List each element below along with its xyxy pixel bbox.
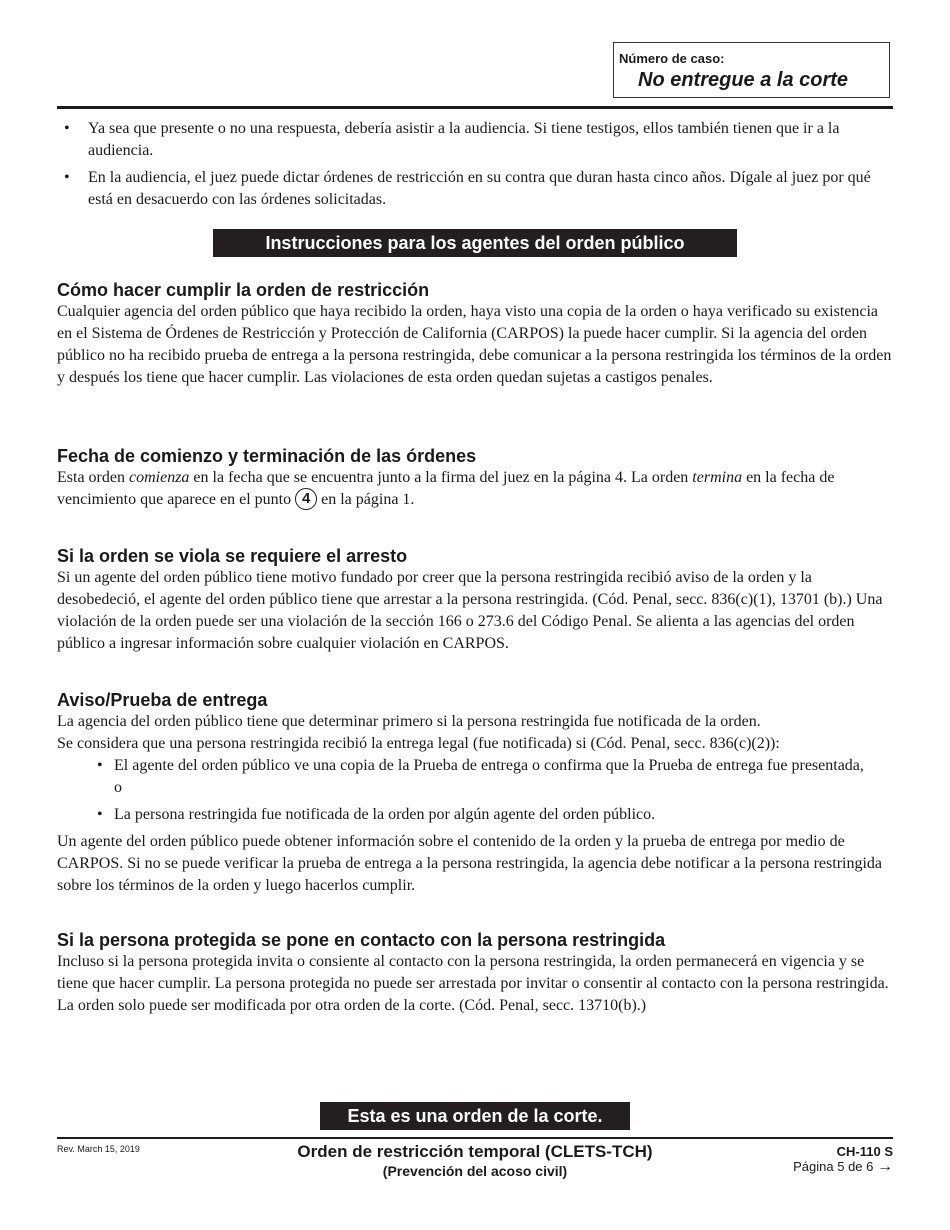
list-item: • En la audiencia, el juez puede dictar órdenes de restricción en su contra que duran hasta cinco años. Dígale al juez por qué está en desacuerdo con las órdenes solicitadas. [64, 169, 871, 208]
bottom-divider [57, 1137, 893, 1139]
section-service [57, 689, 893, 897]
section-line: La agencia del orden público tiene que determinar primero si la persona restringida fue notificada de la orden. [57, 713, 761, 730]
list-item: • Ya sea que presente o no una respuesta, debería asistir a la audiencia. Si tiene testigos, ellos también tienen que ir a la audiencia. [64, 120, 840, 159]
section-title: Cómo hacer cumplir la orden de restricción [57, 280, 430, 300]
case-number-box [613, 42, 890, 98]
law-enforcement-banner: Instrucciones para los agentes del orden público [213, 229, 737, 257]
case-number-value: No entregue a la corte [638, 69, 849, 91]
section-body: Un agente del orden público puede obtener información sobre el contenido de la orden y la prueba de entrega por medio de CARPOS. Si no se puede verificar la prueba de entrega a la persona restringida, la agencia debe notificar a la persona restringida sobre los términos de la orden y luego hacerlos cumplir. [57, 833, 883, 894]
form-title: Orden de restricción temporal (CLETS-TCH) [297, 1142, 653, 1161]
list-item: • El agente del orden público ve una copia de la Prueba de entrega o confirma que la Prueba de entrega fue presentada, o [97, 757, 864, 796]
service-bullets [57, 755, 893, 826]
section-arrest [57, 545, 893, 655]
section-body: Incluso si la persona protegida invita o consiente al contacto con la persona restringida, la orden permanecerá en vigencia y se tiene que hacer cumplir. La persona protegida no puede ser arrestada por invitar o consentir al contacto con la persona restringida. La orden solo puede ser modificada por otra orden de la corte. (Cód. Penal, secc. 13710(b).) [57, 953, 889, 1014]
section-contact [57, 929, 893, 1017]
section-body: Esta orden comienza en la fecha que se encuentra junto a la firma del juez en la página 4. La orden termina en la fecha de vencimiento que aparece en el punto 4 en la página 1. [57, 469, 835, 508]
revision-date: Rev. March 15, 2019 [57, 1144, 140, 1154]
section-line: Se considera que una persona restringida recibió la entrega legal (fue notificada) si (Cód. Penal, secc. 836(c)(2)): [57, 735, 780, 752]
case-number-label: Número de caso: [619, 51, 725, 66]
section-title: Fecha de comienzo y terminación de las órdenes [57, 446, 477, 466]
top-divider [57, 106, 893, 109]
court-order-banner: Esta es una orden de la corte. [320, 1102, 630, 1130]
section-dates [57, 445, 893, 511]
section-enforce [57, 279, 893, 389]
list-item: • La persona restringida fue notificada de la orden por algún agente del orden público. [97, 806, 656, 823]
page-number: Página 5 de 6 → [793, 1158, 893, 1175]
section-title: Si la persona protegida se pone en contacto con la persona restringida [57, 930, 666, 950]
section-body: Si un agente del orden público tiene motivo fundado por creer que la persona restringida recibió aviso de la orden y la desobedeció, el agente del orden público tiene que arrestar a la persona restringida. (Cód. Penal, secc. 836(c)(1), 13701 (b).) Una violación de la orden puede ser una violación de la sección 166 o 273.6 del Código Penal. Se alienta a las agencias del orden público a ingresar información sobre cualquier violación en CARPOS. [57, 569, 883, 652]
form-subtitle: (Prevención del acoso civil) [382, 1163, 568, 1179]
arrow-right-icon: → [877, 1158, 893, 1175]
item-number-badge: 4 [295, 488, 317, 510]
section-title: Aviso/Prueba de entrega [57, 690, 268, 710]
section-body: Cualquier agencia del orden público que haya recibido la orden, haya visto una copia de la orden o haya verificado su existencia en el Sistema de Órdenes de Restricción y Protección de California (CARPOS) la puede hacer cumplir. Si la agencia del orden público no ha recibido prueba de entrega a la persona restringida, debe comunicar a la persona restringida los términos de la orden y después los tiene que hacer cumplir. Las violaciones de esta orden quedan sujetas a castigos penales. [57, 303, 892, 386]
intro-bullets [57, 118, 893, 216]
section-title: Si la orden se viola se requiere el arresto [57, 546, 408, 566]
form-id: CH-110 S [836, 1144, 893, 1159]
